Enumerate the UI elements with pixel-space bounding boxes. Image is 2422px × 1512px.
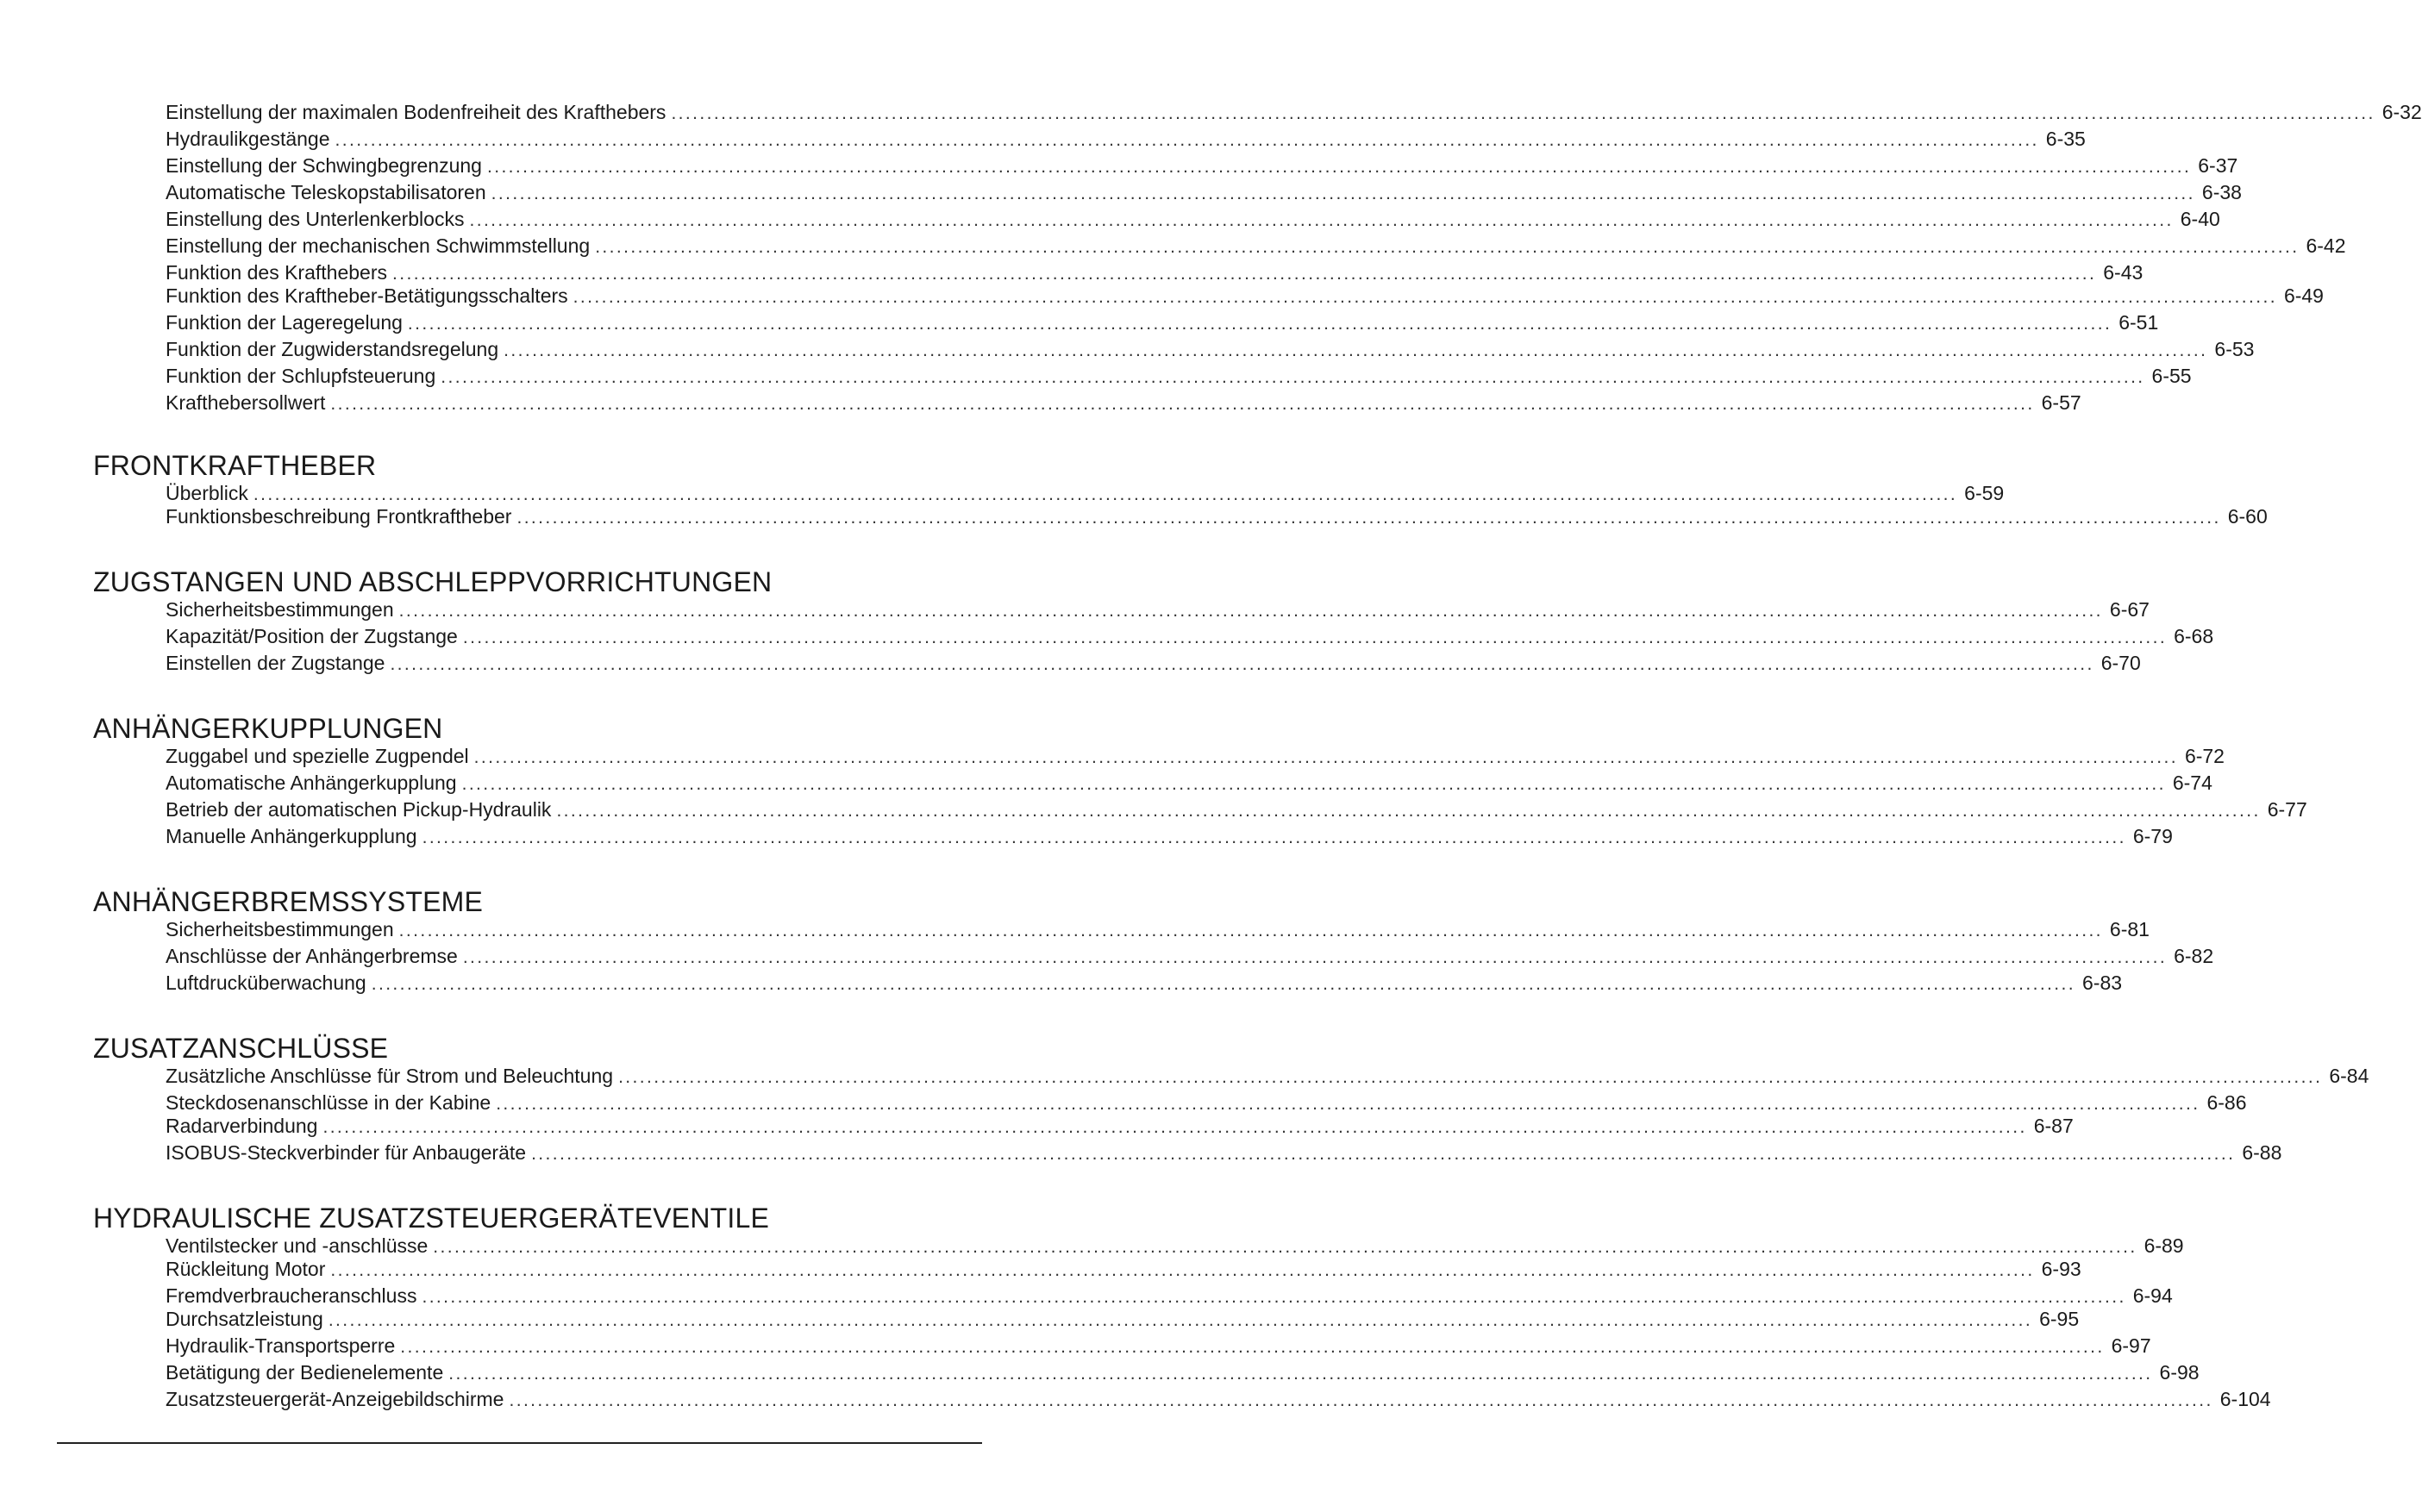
toc-entry-label: Einstellung der Schwingbegrenzung	[166, 154, 482, 177]
toc-entry-label: Automatische Anhängerkupplung	[166, 772, 457, 794]
toc-entry-page: 6-93	[2041, 1258, 2081, 1280]
dot-leader: ................................................................................................................................................................................................................................................	[671, 103, 2375, 123]
toc-entry[interactable]	[166, 1283, 2173, 1309]
section-heading: HYDRAULISCHE ZUSATZSTEUERGERÄTEVENTILE	[93, 1203, 770, 1234]
toc-entry[interactable]	[166, 823, 2173, 849]
toc-entry-page: 6-87	[2033, 1115, 2074, 1137]
toc-entry[interactable]	[166, 179, 2242, 205]
toc-entry[interactable]	[166, 650, 2141, 676]
toc-entry-label: ISOBUS-Steckverbinder für Anbaugeräte	[166, 1141, 527, 1164]
toc-entry[interactable]	[166, 943, 2214, 969]
toc-entry-page: 6-53	[2214, 338, 2255, 360]
toc-entry-page: 6-68	[2174, 625, 2214, 647]
dot-leader: ................................................................................................................................................................................................................................................	[473, 747, 2178, 767]
toc-entry-page: 6-55	[2151, 365, 2192, 387]
toc-entry-page: 6-94	[2132, 1284, 2173, 1307]
dot-leader: ................................................................................................................................................................................................................................................	[618, 1067, 2323, 1087]
toc-entry-page: 6-38	[2201, 181, 2242, 203]
dot-leader: ................................................................................................................................................................................................................................................	[461, 774, 2166, 794]
toc-entry-label: Rückleitung Motor	[166, 1258, 326, 1280]
toc-entry-page: 6-98	[2159, 1361, 2200, 1384]
dot-leader: ................................................................................................................................................................................................................................................	[391, 264, 2097, 284]
toc-entry-label: Überblick	[166, 482, 248, 504]
dot-leader: ................................................................................................................................................................................................................................................	[448, 1364, 2153, 1384]
toc-entry-label: Sicherheitsbestimmungen	[166, 918, 394, 940]
toc-entry-label: Funktion der Schlupfsteuerung	[166, 365, 436, 387]
dot-leader: ................................................................................................................................................................................................................................................	[407, 314, 2112, 334]
dot-leader: ................................................................................................................................................................................................................................................	[496, 1094, 2200, 1114]
toc-entry[interactable]	[166, 597, 2150, 622]
dot-leader: ................................................................................................................................................................................................................................................	[516, 508, 2221, 528]
toc-entry[interactable]	[166, 1386, 2271, 1412]
toc-entry-page: 6-60	[2227, 505, 2268, 528]
toc-entry-label: Hydraulik-Transportsperre	[166, 1334, 396, 1357]
toc-entry[interactable]	[166, 1063, 2369, 1089]
dot-leader: ................................................................................................................................................................................................................................................	[398, 601, 2103, 621]
toc-entry-label: Funktion des Kraftheber-Betätigungsschalters	[166, 284, 568, 307]
toc-entry[interactable]	[166, 1090, 2247, 1115]
toc-entry-label: Einstellung des Unterlenkerblocks	[166, 208, 465, 230]
toc-entry[interactable]	[166, 797, 2307, 822]
dot-leader: ................................................................................................................................................................................................................................................	[328, 1310, 2033, 1330]
toc-entry-label: Ventilstecker und -anschlüsse	[166, 1234, 429, 1257]
toc-entry[interactable]	[166, 259, 2144, 285]
dot-leader: ................................................................................................................................................................................................................................................	[462, 628, 2168, 647]
toc-entry[interactable]	[166, 503, 2268, 529]
toc-entry-page: 6-37	[2198, 154, 2238, 177]
toc-entry-label: Kapazität/Position der Zugstange	[166, 625, 458, 647]
toc-entry[interactable]	[166, 233, 2346, 259]
toc-entry-label: Manuelle Anhängerkupplung	[166, 825, 417, 847]
toc-entry[interactable]	[166, 126, 2086, 152]
toc-entry[interactable]	[166, 283, 2324, 309]
toc-entry-page: 6-77	[2267, 798, 2307, 821]
toc-entry-page: 6-81	[2109, 918, 2150, 940]
dot-leader: ................................................................................................................................................................................................................................................	[390, 654, 2094, 674]
toc-entry-page: 6-35	[2045, 128, 2086, 150]
toc-entry-label: Zusätzliche Anschlüsse für Strom und Beleuchtung	[166, 1065, 614, 1087]
toc-entry[interactable]	[166, 390, 2081, 415]
toc-entry-page: 6-89	[2144, 1234, 2184, 1257]
toc-entry-page: 6-72	[2184, 745, 2225, 767]
toc-entry[interactable]	[166, 99, 2422, 125]
toc-entry-label: Funktion der Lageregelung	[166, 311, 403, 334]
dot-leader: ................................................................................................................................................................................................................................................	[422, 1287, 2126, 1307]
section-heading: ZUGSTANGEN UND ABSCHLEPPVORRICHTUNGEN	[93, 566, 773, 597]
dot-leader: ................................................................................................................................................................................................................................................	[595, 237, 2300, 257]
dot-leader: ................................................................................................................................................................................................................................................	[330, 1260, 2035, 1280]
toc-entry-label: Zuggabel und spezielle Zugpendel	[166, 745, 469, 767]
toc-entry[interactable]	[166, 970, 2123, 996]
toc-entry-label: Sicherheitsbestimmungen	[166, 598, 394, 621]
toc-entry-label: Einstellung der mechanischen Schwimmstellung	[166, 234, 591, 257]
toc-entry[interactable]	[166, 623, 2214, 649]
toc-entry-label: Automatische Teleskopstabilisatoren	[166, 181, 486, 203]
toc-entry-page: 6-40	[2180, 208, 2220, 230]
dot-leader: ................................................................................................................................................................................................................................................	[556, 801, 2261, 821]
dot-leader: ................................................................................................................................................................................................................................................	[253, 484, 1958, 504]
toc-entry-label: Anschlüsse der Anhängerbremse	[166, 945, 458, 967]
toc-entry[interactable]	[166, 336, 2255, 362]
toc-entry-page: 6-49	[2283, 284, 2324, 307]
toc-entry-page: 6-42	[2306, 234, 2346, 257]
toc-entry-page: 6-51	[2118, 311, 2159, 334]
toc-entry-label: Hydraulikgestänge	[166, 128, 330, 150]
toc-entry-page: 6-74	[2172, 772, 2212, 794]
toc-entry-page: 6-84	[2329, 1065, 2369, 1087]
toc-entry[interactable]	[166, 916, 2150, 942]
toc-entry-page: 6-86	[2206, 1091, 2247, 1114]
section-heading: ZUSATZANSCHLÜSSE	[93, 1033, 389, 1064]
toc-entry[interactable]	[166, 1140, 2282, 1165]
toc-entry-label: Funktion des Krafthebers	[166, 261, 387, 284]
toc-entry-page: 6-67	[2109, 598, 2150, 621]
dot-leader: ................................................................................................................................................................................................................................................	[491, 184, 2195, 203]
toc-entry-page: 6-57	[2041, 391, 2081, 414]
toc-entry[interactable]	[166, 480, 2005, 506]
toc-entry-label: Funktionsbeschreibung Frontkraftheber	[166, 505, 512, 528]
section-heading: ANHÄNGERKUPPLUNGEN	[93, 713, 443, 744]
dot-leader: ................................................................................................................................................................................................................................................	[400, 1337, 2105, 1357]
toc-entry-page: 6-104	[2219, 1388, 2271, 1410]
toc-entry[interactable]	[166, 153, 2238, 178]
section-heading: FRONTKRAFTHEBER	[93, 450, 377, 481]
toc-entry-page: 6-83	[2082, 972, 2123, 994]
toc-entry-page: 6-88	[2242, 1141, 2282, 1164]
dot-leader: ................................................................................................................................................................................................................................................	[422, 828, 2126, 847]
dot-leader: ................................................................................................................................................................................................................................................	[330, 394, 2035, 414]
dot-leader: ................................................................................................................................................................................................................................................	[441, 367, 2145, 387]
toc-entry[interactable]	[166, 1256, 2081, 1282]
toc-entry-label: Funktion der Zugwiderstandsregelung	[166, 338, 499, 360]
toc-entry[interactable]	[166, 206, 2220, 232]
toc-entry[interactable]	[166, 743, 2225, 769]
toc-entry-label: Steckdosenanschlüsse in der Kabine	[166, 1091, 491, 1114]
toc-entry[interactable]	[166, 363, 2192, 389]
toc-entry[interactable]	[166, 1113, 2074, 1139]
dot-leader: ................................................................................................................................................................................................................................................	[531, 1144, 2236, 1164]
toc-entry[interactable]	[166, 309, 2159, 335]
dot-leader: ................................................................................................................................................................................................................................................	[322, 1117, 2027, 1137]
toc-entry-page: 6-43	[2103, 261, 2144, 284]
dot-leader: ................................................................................................................................................................................................................................................	[335, 130, 2039, 150]
toc-entry-label: Einstellen der Zugstange	[166, 652, 385, 674]
dot-leader: ................................................................................................................................................................................................................................................	[398, 921, 2103, 940]
toc-entry-label: Einstellung der maximalen Bodenfreiheit des Krafthebers	[166, 101, 667, 123]
dot-leader: ................................................................................................................................................................................................................................................	[462, 947, 2168, 967]
toc-entry-label: Krafthebersollwert	[166, 391, 326, 414]
dot-leader: ................................................................................................................................................................................................................................................	[433, 1237, 2137, 1257]
dot-leader: ................................................................................................................................................................................................................................................	[469, 210, 2174, 230]
toc-entry-label: Luftdrucküberwachung	[166, 972, 366, 994]
section-heading: ANHÄNGERBREMSSYSTEME	[93, 886, 484, 917]
toc-entry-page: 6-59	[1964, 482, 2005, 504]
dot-leader: ................................................................................................................................................................................................................................................	[486, 157, 2192, 177]
toc-entry[interactable]	[166, 1233, 2184, 1259]
toc-entry-page: 6-70	[2100, 652, 2141, 674]
toc-entry-label: Betätigung der Bedienelemente	[166, 1361, 444, 1384]
dot-leader: ................................................................................................................................................................................................................................................	[504, 341, 2208, 360]
toc-entry[interactable]	[166, 1333, 2151, 1359]
toc-entry-label: Zusatzsteuergerät-Anzeigebildschirme	[166, 1388, 504, 1410]
dot-leader: ................................................................................................................................................................................................................................................	[573, 287, 2277, 307]
dot-leader: ................................................................................................................................................................................................................................................	[371, 974, 2075, 994]
toc-entry-page: 6-32	[2381, 101, 2422, 123]
toc-entry[interactable]	[166, 770, 2212, 796]
toc-entry[interactable]	[166, 1359, 2200, 1385]
dot-leader: ................................................................................................................................................................................................................................................	[509, 1390, 2213, 1410]
toc-entry-label: Betrieb der automatischen Pickup-Hydraulik	[166, 798, 552, 821]
toc-entry-page: 6-79	[2132, 825, 2173, 847]
toc-entry-page: 6-97	[2111, 1334, 2151, 1357]
footer-rule	[57, 1442, 982, 1444]
toc-entry[interactable]	[166, 1306, 2080, 1332]
toc-entry-page: 6-95	[2039, 1308, 2080, 1330]
toc-entry-label: Fremdverbraucheranschluss	[166, 1284, 417, 1307]
toc-entry-label: Durchsatzleistung	[166, 1308, 323, 1330]
toc-entry-label: Radarverbindung	[166, 1115, 318, 1137]
toc-entry-page: 6-82	[2174, 945, 2214, 967]
